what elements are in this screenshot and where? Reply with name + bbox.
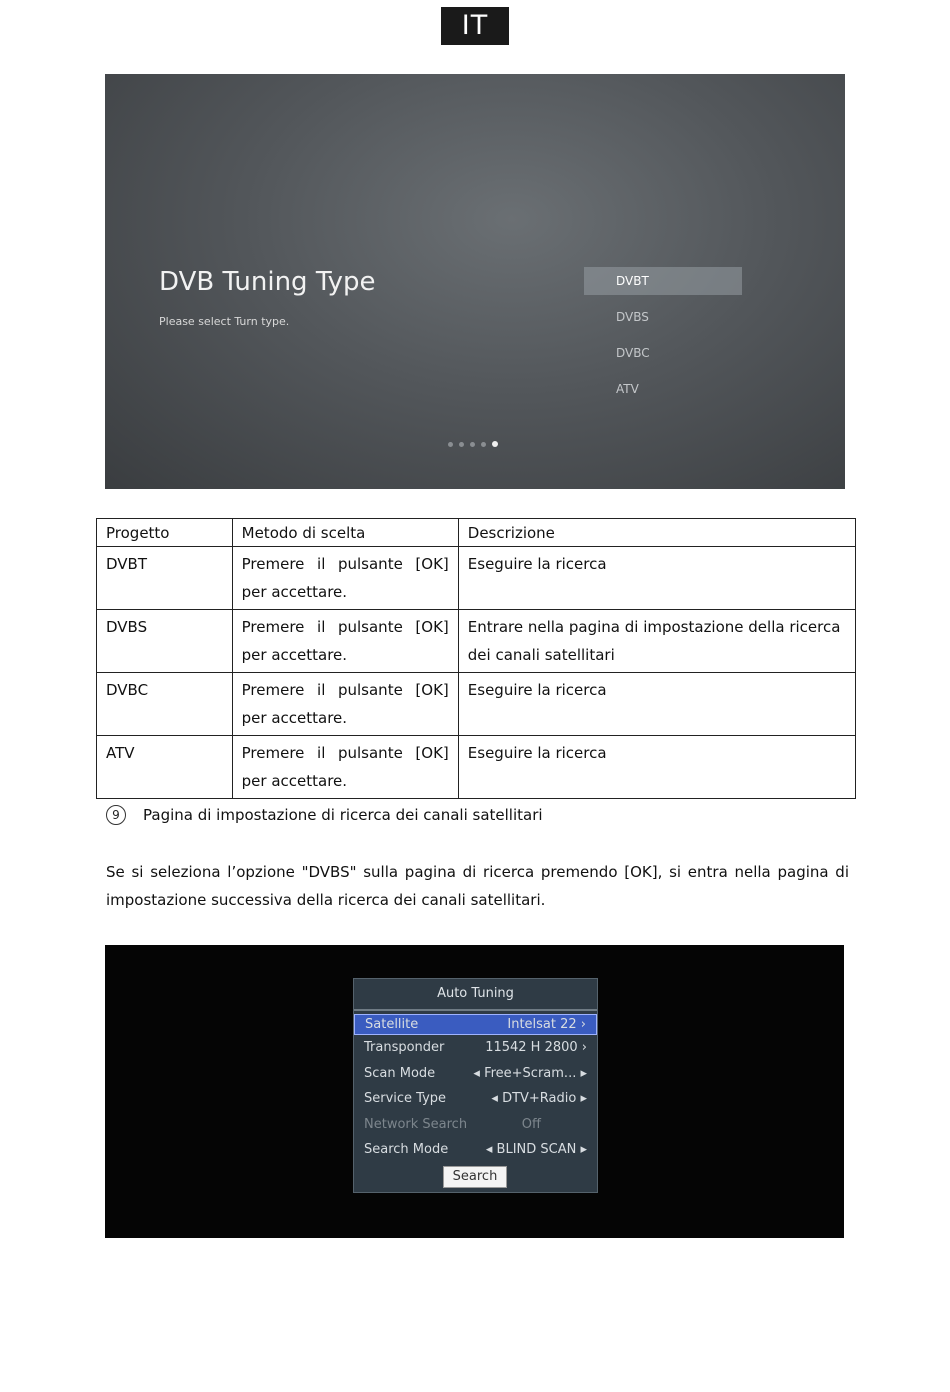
search-button[interactable]: Search <box>443 1166 507 1188</box>
cell-project: DVBT <box>97 547 233 610</box>
row-value: Intelsat 22 › <box>507 1017 586 1032</box>
row-label: Search Mode <box>364 1142 449 1157</box>
table-row <box>97 736 856 799</box>
cell-description: Eseguire la ricerca <box>458 547 855 610</box>
cell-method: Premere il pulsante [OK] per accettare. <box>232 673 458 736</box>
cell-project: DVBC <box>97 673 233 736</box>
row-satellite[interactable] <box>354 1014 597 1035</box>
row-value: ◂ Free+Scram... ▸ <box>473 1065 587 1081</box>
auto-tuning-screenshot <box>105 945 844 1238</box>
page-dot <box>448 442 453 447</box>
tuning-option-dvbs[interactable]: DVBS <box>616 310 649 324</box>
row-label: Transponder <box>364 1040 445 1055</box>
cell-description: Eseguire la ricerca <box>458 736 855 799</box>
screen-title: DVB Tuning Type <box>159 267 376 297</box>
table-row <box>97 673 856 736</box>
table-row <box>97 547 856 610</box>
section-paragraph: Se si seleziona l’opzione "DVBS" sulla pagina di ricerca premendo [OK], si entra nella pagina di impostazione successiva della ricerca dei canali satellitari. <box>106 863 849 909</box>
row-label: Service Type <box>364 1091 447 1106</box>
header-metodo: Metodo di scelta <box>232 519 458 547</box>
row-value: Off <box>521 1116 541 1132</box>
row-search-mode[interactable] <box>354 1137 597 1163</box>
header-progetto: Progetto <box>97 519 233 547</box>
row-value: ◂ DTV+Radio ▸ <box>491 1091 587 1106</box>
row-transponder[interactable] <box>354 1035 597 1061</box>
tuning-type-table <box>96 518 856 799</box>
header-descrizione: Descrizione <box>458 519 855 547</box>
page-indicator <box>448 441 498 447</box>
row-network-search <box>354 1112 597 1138</box>
row-label: Network Search <box>364 1116 468 1132</box>
cell-method: Premere il pulsante [OK] per accettare. <box>232 736 458 799</box>
table-row <box>97 610 856 673</box>
cell-project: ATV <box>97 736 233 799</box>
section-number-badge: 9 <box>106 805 126 825</box>
cell-description: Eseguire la ricerca <box>458 673 855 736</box>
cell-description: Entrare nella pagina di impostazione della ricerca dei canali satellitari <box>458 610 855 673</box>
page-dot <box>459 442 464 447</box>
cell-method: Premere il pulsante [OK] per accettare. <box>232 547 458 610</box>
section-title: Pagina di impostazione di ricerca dei canali satellitari <box>143 806 543 824</box>
row-label: Satellite <box>365 1017 419 1032</box>
row-value: 11542 H 2800 › <box>485 1040 587 1055</box>
table-header-row <box>97 519 856 547</box>
panel-title: Auto Tuning <box>354 979 597 1011</box>
row-scan-mode[interactable] <box>354 1061 597 1087</box>
page-dot <box>481 442 486 447</box>
language-badge: IT <box>441 7 509 45</box>
row-service-type[interactable] <box>354 1086 597 1112</box>
row-value: ◂ BLIND SCAN ▸ <box>485 1142 587 1157</box>
row-label: Scan Mode <box>364 1065 436 1081</box>
tuning-option-dvbc[interactable]: DVBC <box>616 346 650 360</box>
cell-method: Premere il pulsante [OK] per accettare. <box>232 610 458 673</box>
auto-tuning-panel <box>353 978 598 1193</box>
dvb-tuning-type-screenshot <box>105 74 845 489</box>
page-dot-active <box>492 441 498 447</box>
cell-project: DVBS <box>97 610 233 673</box>
page-dot <box>470 442 475 447</box>
screen-subtitle: Please select Turn type. <box>159 315 290 328</box>
tuning-option-dvbt[interactable]: DVBT <box>584 267 742 295</box>
tuning-type-list <box>584 267 742 411</box>
tuning-option-atv[interactable]: ATV <box>616 382 639 396</box>
